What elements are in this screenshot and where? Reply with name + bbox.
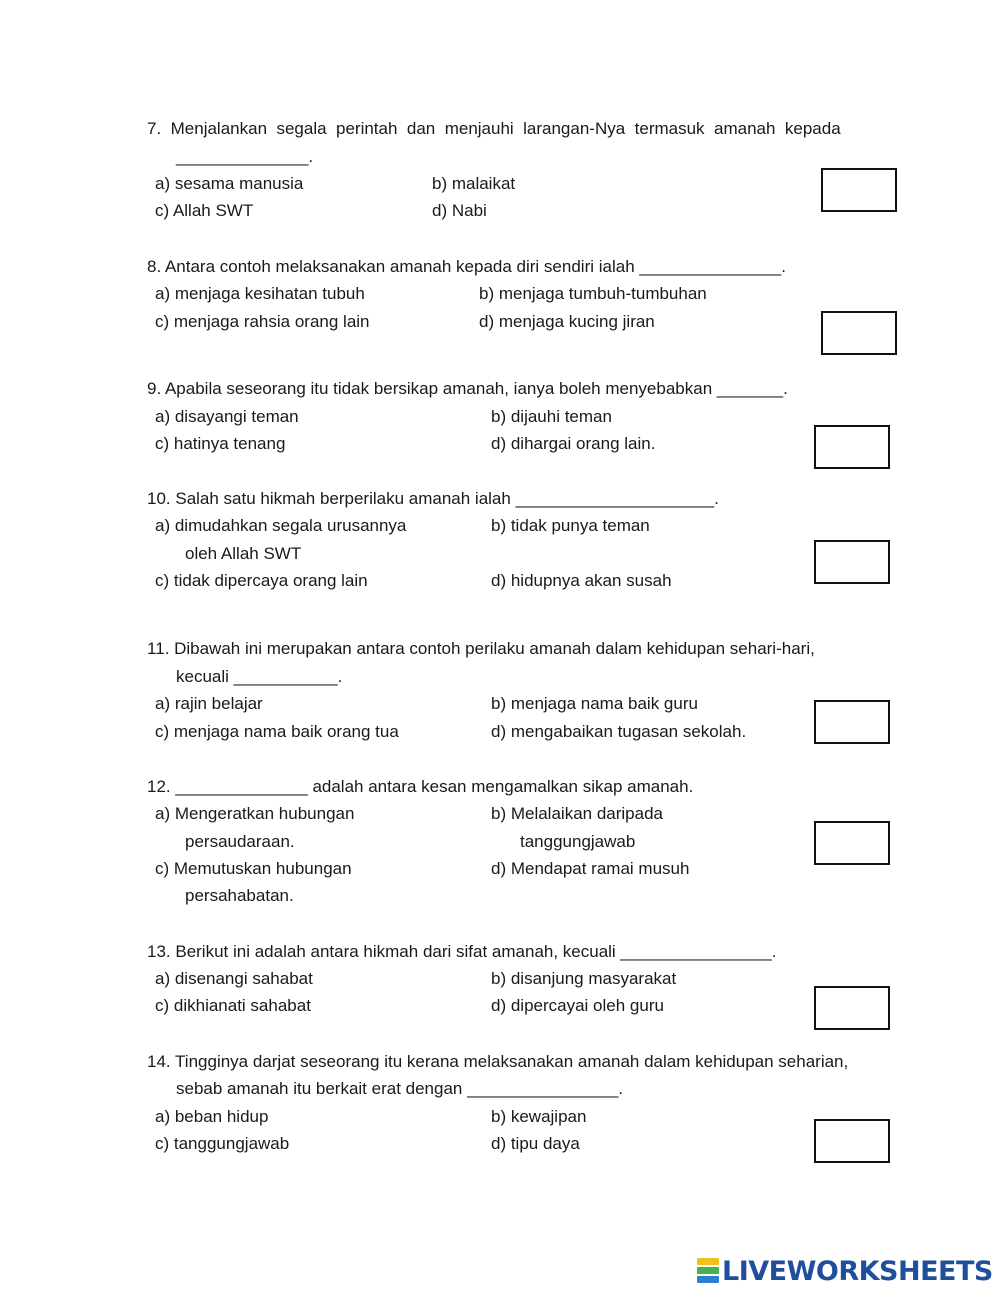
question-12-option-c[interactable]: c) Memutuskan hubungan <box>155 859 352 878</box>
question-8-answer-box[interactable] <box>821 311 897 355</box>
question-7-stem <box>147 118 880 140</box>
question-11-answer-box[interactable] <box>814 700 890 744</box>
question-10-option-a[interactable]: a) dimudahkan segala urusannya <box>155 516 407 535</box>
question-14-answer-box[interactable] <box>814 1119 890 1163</box>
question-12-option-c-cont: persahabatan. <box>185 886 294 905</box>
liveworksheets-logo-icon <box>697 1258 719 1284</box>
question-13-answer-box[interactable] <box>814 986 890 1030</box>
question-14-stem: 14. Tingginya darjat seseorang itu kerana melaksanakan amanah dalam kehidupan seharian, <box>147 1052 849 1071</box>
question-13-option-b[interactable]: b) disanjung masyarakat <box>491 969 677 988</box>
question-8-option-b[interactable]: b) menjaga tumbuh-tumbuhan <box>479 284 707 303</box>
question-7-option-b[interactable]: b) malaikat <box>432 174 516 193</box>
question-9-option-a[interactable]: a) disayangi teman <box>155 407 299 426</box>
question-8-stem: 8. Antara contoh melaksanakan amanah kepada diri sendiri ialah _______________. <box>147 257 786 276</box>
question-7-option-a[interactable]: a) sesama manusia <box>155 174 304 193</box>
question-11-option-c[interactable]: c) menjaga nama baik orang tua <box>155 722 399 741</box>
question-14-stem-cont: sebab amanah itu berkait erat dengan ________________. <box>176 1079 624 1098</box>
question-12-option-d[interactable]: d) Mendapat ramai musuh <box>491 859 690 878</box>
question-11-option-d[interactable]: d) mengabaikan tugasan sekolah. <box>491 722 747 741</box>
question-11-stem: 11. Dibawah ini merupakan antara contoh perilaku amanah dalam kehidupan sehari-hari, <box>147 639 815 658</box>
question-9-option-b[interactable]: b) dijauhi teman <box>491 407 612 426</box>
question-8-option-c[interactable]: c) menjaga rahsia orang lain <box>155 312 370 331</box>
question-14-option-c[interactable]: c) tanggungjawab <box>155 1134 290 1153</box>
question-12-stem: 12. ______________ adalah antara kesan mengamalkan sikap amanah. <box>147 777 694 796</box>
question-7-option-c[interactable]: c) Allah SWT <box>155 201 254 220</box>
question-12-option-a-cont: persaudaraan. <box>185 832 295 851</box>
question-12-option-b-cont: tanggungjawab <box>520 832 636 851</box>
question-7-stem-text: 7. Menjalankan segala perintah dan menjauhi larangan-Nya termasuk amanah kepada <box>147 119 841 138</box>
question-7-option-d[interactable]: d) Nabi <box>432 201 487 220</box>
question-11-option-a[interactable]: a) rajin belajar <box>155 694 263 713</box>
question-14-option-b[interactable]: b) kewajipan <box>491 1107 587 1126</box>
question-10-option-d[interactable]: d) hidupnya akan susah <box>491 571 672 590</box>
question-14-option-a[interactable]: a) beban hidup <box>155 1107 269 1126</box>
question-13-stem: 13. Berikut ini adalah antara hikmah dari sifat amanah, kecuali ________________. <box>147 942 777 961</box>
question-7-stem-blank: ______________. <box>176 147 314 166</box>
question-9-option-d[interactable]: d) dihargai orang lain. <box>491 434 656 453</box>
question-9-stem: 9. Apabila seseorang itu tidak bersikap amanah, ianya boleh menyebabkan _______. <box>147 379 788 398</box>
liveworksheets-logo-text: LIVEWORKSHEETS <box>722 1255 993 1287</box>
question-11-stem-cont: kecuali ___________. <box>176 667 343 686</box>
question-10-option-b[interactable]: b) tidak punya teman <box>491 516 650 535</box>
question-12-option-b[interactable]: b) Melalaikan daripada <box>491 804 663 823</box>
question-13-option-d[interactable]: d) dipercayai oleh guru <box>491 996 664 1015</box>
question-8-option-d[interactable]: d) menjaga kucing jiran <box>479 312 655 331</box>
question-10-option-a-cont: oleh Allah SWT <box>185 544 302 563</box>
question-14-option-d[interactable]: d) tipu daya <box>491 1134 580 1153</box>
question-10-option-c[interactable]: c) tidak dipercaya orang lain <box>155 571 368 590</box>
question-12-answer-box[interactable] <box>814 821 890 865</box>
question-7-answer-box[interactable] <box>821 168 897 212</box>
question-12-option-a[interactable]: a) Mengeratkan hubungan <box>155 804 355 823</box>
question-9-answer-box[interactable] <box>814 425 890 469</box>
question-9-option-c[interactable]: c) hatinya tenang <box>155 434 286 453</box>
question-10-stem: 10. Salah satu hikmah berperilaku amanah ialah _____________________. <box>147 489 719 508</box>
question-11-option-b[interactable]: b) menjaga nama baik guru <box>491 694 698 713</box>
liveworksheets-logo <box>697 1256 993 1286</box>
question-13-option-a[interactable]: a) disenangi sahabat <box>155 969 313 988</box>
question-10-answer-box[interactable] <box>814 540 890 584</box>
question-8-option-a[interactable]: a) menjaga kesihatan tubuh <box>155 284 365 303</box>
question-13-option-c[interactable]: c) dikhianati sahabat <box>155 996 311 1015</box>
